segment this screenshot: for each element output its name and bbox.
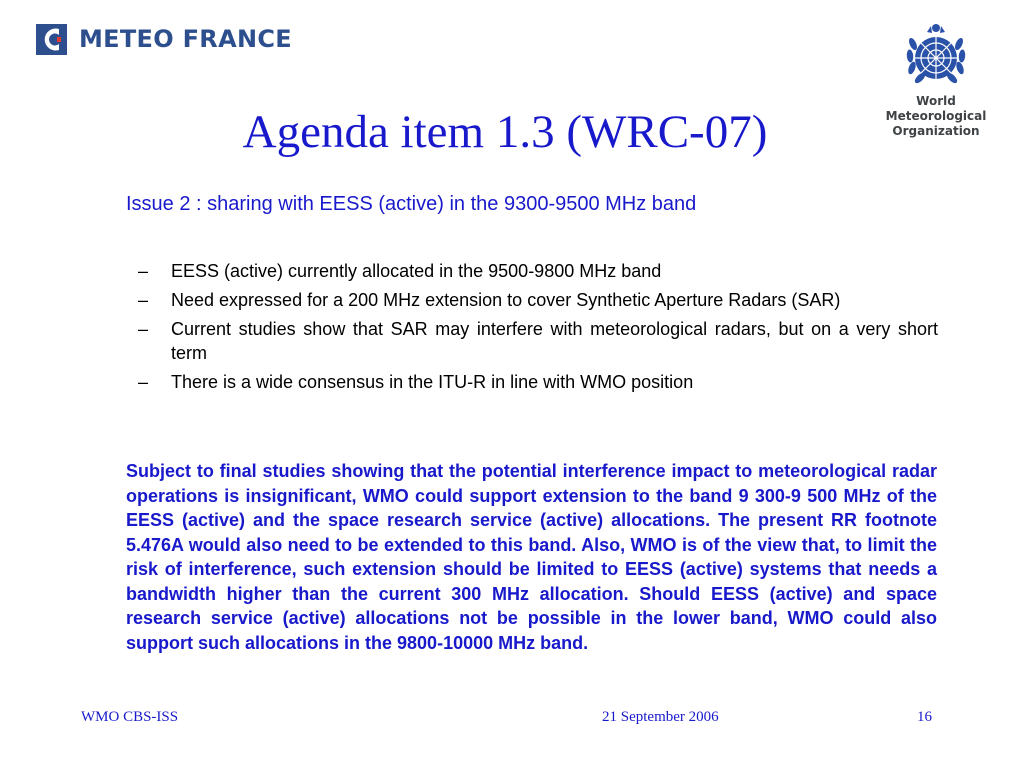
bullet-dash: – — [138, 319, 149, 339]
bullet-text: EESS (active) currently allocated in the 9500-9800 MHz band — [171, 261, 662, 281]
meteo-france-logo — [36, 22, 292, 56]
bullet-item — [138, 288, 938, 312]
wmo-wordmark: World Meteorological Organization — [885, 94, 987, 138]
bullet-item — [138, 370, 938, 394]
bullet-list — [138, 259, 938, 399]
bullet-dash: – — [138, 290, 149, 310]
footer-date: 21 September 2006 — [602, 709, 719, 725]
conclusion-paragraph: Subject to final studies showing that the potential interference impact to meteorological radar operations is insignificant, WMO could support extension to the band 9 300-9 500 MHz of the EESS (active) and the space research service (active) allocations. The present RR footnote 5.476A would also need to be extended to this band. Also, WMO is of the view that, to limit the risk of interference, such extension should be limited to EESS (active) systems that needs a bandwidth higher than the current 300 MHz allocation. Should EESS (active) and space research service (active) allocations not be possible in the lower band, WMO could also support such allocations in the 9800-10000 MHz band. — [126, 461, 937, 653]
bullet-item — [138, 259, 938, 283]
bullet-text: There is a wide consensus in the ITU-R in line with WMO position — [171, 372, 694, 392]
wmo-emblem-icon — [901, 20, 971, 92]
slide-title: Agenda item 1.3 (WRC-07) — [242, 106, 768, 158]
bullet-text: Current studies show that SAR may interfere with meteorological radars, but on a very short term — [171, 319, 938, 363]
bullet-dash: – — [138, 372, 149, 392]
meteo-france-wordmark: METEO FRANCE — [79, 25, 292, 53]
bullet-text: Need expressed for a 200 MHz extension to cover Synthetic Aperture Radars (SAR) — [171, 290, 841, 310]
bullet-dash: – — [138, 261, 149, 281]
meteo-france-logo-icon — [36, 24, 67, 55]
page-number: 16 — [917, 709, 932, 725]
slide-subtitle: Issue 2 : sharing with EESS (active) in the 9300-9500 MHz band — [126, 193, 697, 215]
bullet-item — [138, 317, 938, 365]
footer-left: WMO CBS-ISS — [81, 709, 179, 725]
